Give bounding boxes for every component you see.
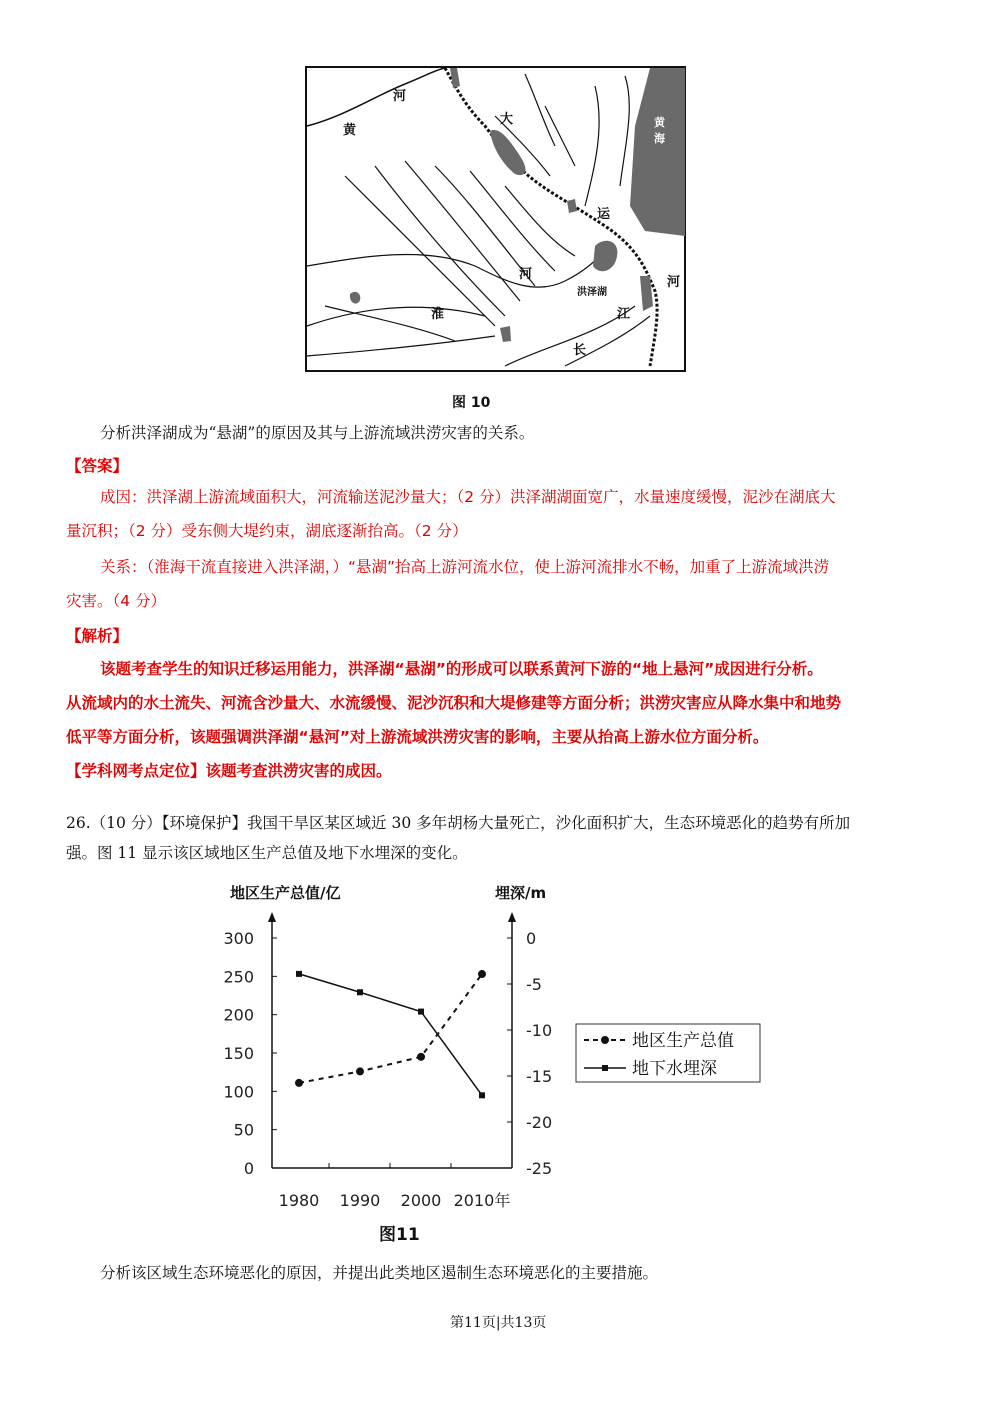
depth-point [357, 989, 363, 995]
left-tick-label: 0 [243, 1159, 254, 1178]
analysis-tag: 【解析】 [66, 627, 129, 645]
page-footer: 第11页|共13页 [450, 1315, 547, 1331]
gdp-point [417, 1053, 425, 1061]
map-label-chang: 长 [573, 343, 587, 358]
left-axis-title: 地区生产总值/亿 [230, 884, 341, 902]
map-label-he3: 河 [519, 267, 533, 282]
legend-depth-label: 地下水埋深 [632, 1059, 717, 1079]
map-figure-10 [305, 66, 686, 372]
right-tick-label: 0 [526, 929, 537, 948]
map-label-huanghai-1: 黄 [654, 116, 665, 129]
x-tick-label: 2010年 [453, 1191, 511, 1210]
map-label-huang: 黄 [343, 123, 357, 138]
right-tick-label: -10 [526, 1021, 553, 1040]
chart-figure-11 [200, 878, 770, 1248]
answer-tag: 【答案】 [66, 457, 129, 475]
map-label-hongzehu: 洪泽湖 [577, 287, 607, 298]
kaodian-line: 【学科网考点定位】该题考查洪涝灾害的成因。 [66, 762, 392, 780]
map-label-da: 大 [500, 112, 514, 127]
answer-line-1: 成因：洪泽湖上游流域面积大，河流输送泥沙量大；（2 分）洪泽湖湖面宽广，水量速度缓慢，泥沙在湖底大 [100, 488, 836, 506]
legend-gdp-label: 地区生产总值 [632, 1031, 734, 1051]
x-tick-label: 1980 [278, 1191, 320, 1210]
analysis-line-3: 低平等方面分析，该题强调洪泽湖“悬河”对上游流域洪涝灾害的影响，主要从抬高上游水位方面分析。 [66, 728, 769, 746]
map-label-he2: 河 [667, 275, 681, 290]
left-tick-label: 100 [223, 1082, 254, 1102]
gdp-line [299, 974, 482, 1083]
series-groundwater-depth [296, 971, 485, 1098]
question-26-line-1: 26.（10 分）【环境保护】我国干旱区某区域近 30 多年胡杨大量死亡，沙化面积扩大，生态环境恶化的趋势有所加 [66, 814, 851, 832]
left-tick-label: 250 [223, 967, 254, 987]
left-tick-label: 200 [223, 1005, 254, 1025]
series-gdp [295, 970, 486, 1087]
gdp-point [478, 970, 486, 978]
figure-11-caption: 图11 [379, 1225, 420, 1245]
analysis-line-2: 从流域内的水土流失、河流含沙量大、水流缓慢、泥沙沉积和大堤修建等方面分析；洪涝灾害应从降水集中和地势 [66, 694, 842, 712]
right-tick-label: -20 [526, 1113, 553, 1132]
depth-point [479, 1092, 485, 1098]
gdp-point [356, 1067, 364, 1075]
x-axis-ticks [279, 1163, 512, 1210]
x-tick-label: 1990 [339, 1191, 381, 1210]
figure-10-caption: 图 10 [452, 395, 491, 411]
left-tick-label: 50 [233, 1120, 254, 1140]
question-26-line-2: 强。图 11 显示该区域地区生产总值及地下水埋深的变化。 [66, 844, 468, 862]
map-label-jiang: 江 [617, 307, 631, 322]
map-label-huai: 淮 [431, 307, 445, 322]
x-tick-label: 2000 [400, 1191, 442, 1210]
right-axis-title: 埋深/m [495, 884, 547, 902]
gdp-point [295, 1079, 303, 1087]
right-axis-ticks [507, 929, 552, 1178]
right-tick-label: -25 [526, 1159, 553, 1178]
analysis-line-1: 该题考查学生的知识迁移运用能力，洪泽湖“悬湖”的形成可以联系黄河下游的“地上悬河”成因进行分析。 [100, 660, 823, 678]
right-tick-label: -5 [526, 975, 542, 994]
question-26-task: 分析该区域生态环境恶化的原因，并提出此类地区遏制生态环境恶化的主要措施。 [100, 1264, 659, 1282]
answer-line-3: 关系：（淮海干流直接进入洪泽湖，）“悬湖”抬高上游河流水位，使上游河流排水不畅，加重了上游流域洪涝 [100, 558, 830, 576]
left-tick-label: 300 [223, 929, 254, 948]
map-label-he1: 河 [393, 89, 407, 104]
left-tick-label: 150 [223, 1044, 254, 1063]
answer-line-2: 量沉积；（2 分）受东侧大堤约束，湖底逐渐抬高。（2 分） [66, 522, 468, 540]
map-label-huanghai-2: 海 [654, 132, 665, 145]
map-label-yun: 运 [597, 207, 611, 222]
left-axis-ticks [223, 929, 277, 1178]
right-tick-label: -15 [526, 1067, 553, 1086]
question-25-text: 分析洪泽湖成为“悬湖”的原因及其与上游流域洪涝灾害的关系。 [100, 424, 535, 442]
depth-line [299, 974, 482, 1095]
depth-point [418, 1009, 424, 1015]
answer-line-4: 灾害。（4 分） [66, 592, 167, 610]
depth-point [296, 971, 302, 977]
